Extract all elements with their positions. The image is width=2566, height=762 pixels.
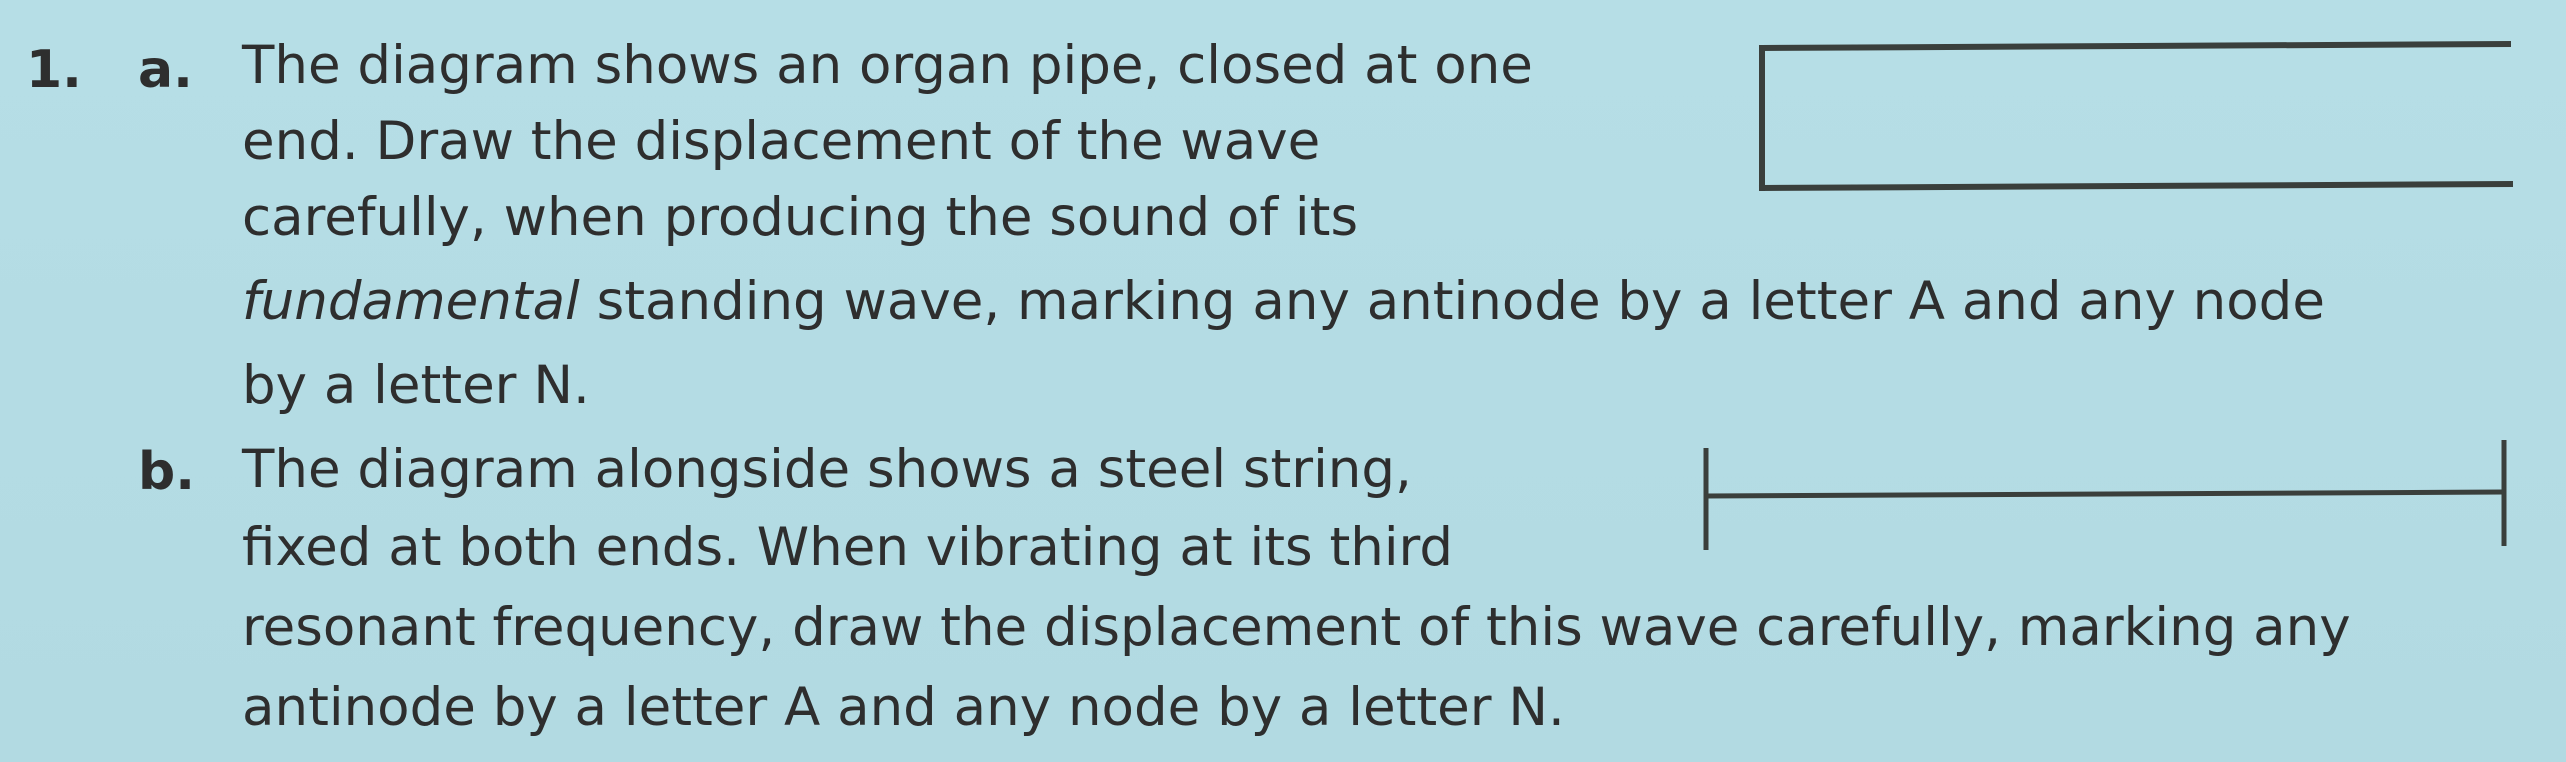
steel-string-diagram — [1706, 440, 2504, 550]
part-b-line-1: The diagram alongside shows a steel string, — [242, 439, 1412, 500]
part-b-line-4: antinode by a letter A and any node by a letter N. — [242, 677, 1565, 738]
fundamental-italic: fundamental — [242, 271, 580, 332]
part-b-label: b. — [138, 442, 195, 502]
part-a-line-2: end. Draw the displacement of the wave — [242, 111, 1321, 172]
part-b-line-2: fixed at both ends. When vibrating at its third — [242, 517, 1454, 578]
organ-pipe-top-wall — [1762, 44, 2508, 48]
part-a-line-5: by a letter N. — [242, 355, 590, 416]
organ-pipe-bottom-wall — [1762, 184, 2510, 188]
organ-pipe-diagram — [1762, 44, 2510, 188]
part-a-label: a. — [138, 40, 193, 100]
part-a-line-3: carefully, when producing the sound of its — [242, 187, 1359, 248]
part-b-line-3: resonant frequency, draw the displacement of this wave carefully, marking any — [242, 597, 2351, 658]
question-number: 1. — [26, 40, 82, 100]
part-a-line-4-rest: standing wave, marking any antinode by a letter A and any node — [579, 271, 2325, 332]
part-a-line-1: The diagram shows an organ pipe, closed at one — [242, 35, 1533, 96]
steel-string — [1706, 492, 2504, 496]
